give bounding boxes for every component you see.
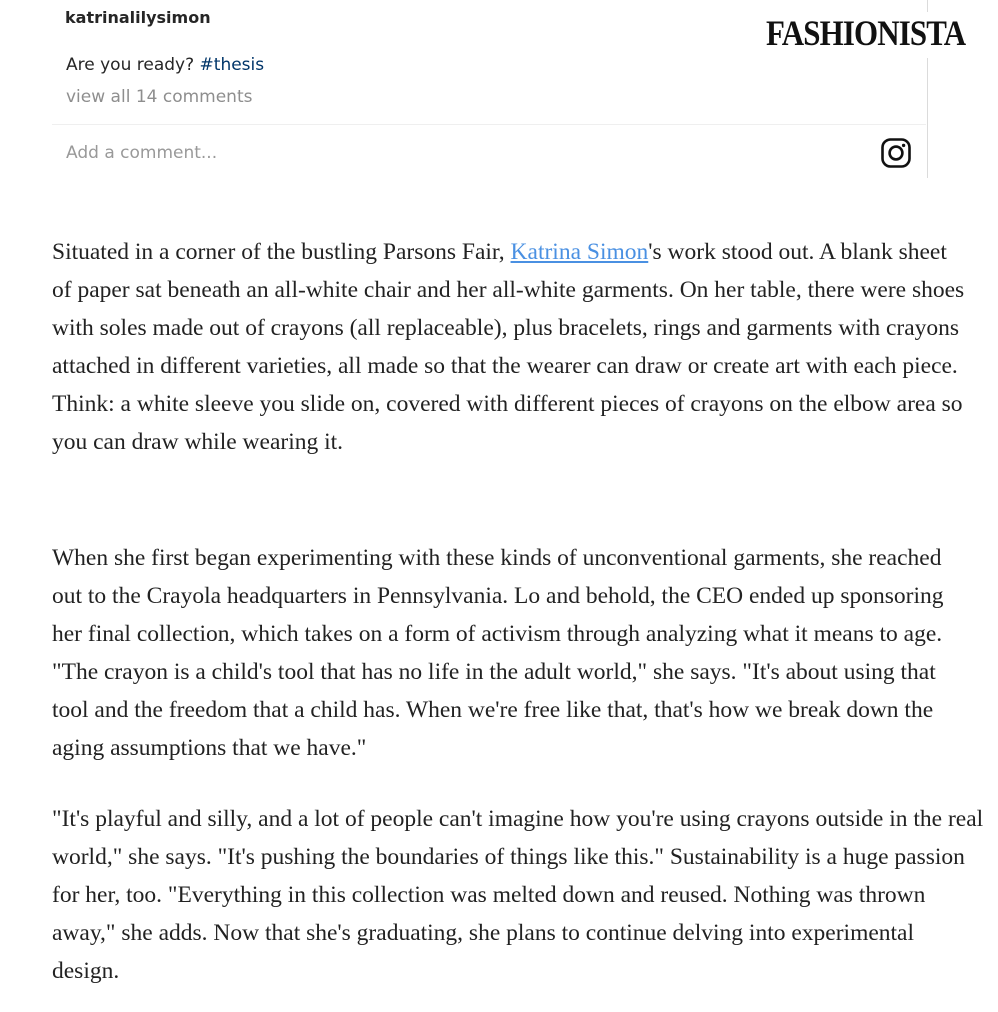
article-paragraph-3: "It's playful and silly, and a lot of people can't imagine how you're using crayons outside in the real world," she says. "It's pushing the boundaries of things like this." Sustainability is a huge passion for her, too. "Everything in this collection was melted down and reused. Nothing was thrown away," she adds. Now that she's graduating, she plans to continue delving into experimental design. — [52, 806, 984, 984]
fashionista-logo[interactable]: FASHIONISTA — [766, 12, 965, 58]
instagram-caption — [66, 55, 264, 75]
article-paragraph-2: When she first began experimenting with these kinds of unconventional garments, she reached out to the Crayola headquarters in Pennsylvania. Lo and behold, the CEO ended up sponsoring her final collection, which takes on a form of activism through analyzing what it means to age. "The crayon is a child's tool that has no life in the adult world," she says. "It's about using that tool and the freedom that a child has. When we're free like that, that's how we break down the aging assumptions that we have." — [52, 545, 944, 761]
instagram-hashtag-link[interactable]: #thesis — [199, 55, 265, 75]
article-paragraph-1 — [52, 233, 972, 461]
paragraph-1-rest: 's work stood out. A blank sheet of paper sat beneath an all-white chair and her all-white garments. On her table, there were shoes with soles made out of crayons (all replaceable), plus bracelets, rings and garments with crayons attached in different varieties, all made so that the wearer can draw or create art with each piece. Think: a white sleeve you slide on, covered with different pieces of crayons on the elbow area so you can draw while wearing it. — [52, 239, 965, 455]
instagram-icon[interactable] — [880, 137, 912, 169]
paragraph-1-intro: Situated in a corner of the bustling Parsons Fair, — [52, 239, 511, 265]
instagram-divider — [52, 124, 926, 125]
add-comment-input[interactable] — [66, 143, 766, 163]
view-all-comments-link[interactable]: view all 14 comments — [66, 87, 253, 107]
instagram-caption-text: Are you ready? — [66, 55, 200, 75]
instagram-username[interactable]: katrinalilysimon — [65, 8, 211, 27]
katrina-simon-link[interactable]: Katrina Simon — [510, 239, 649, 265]
